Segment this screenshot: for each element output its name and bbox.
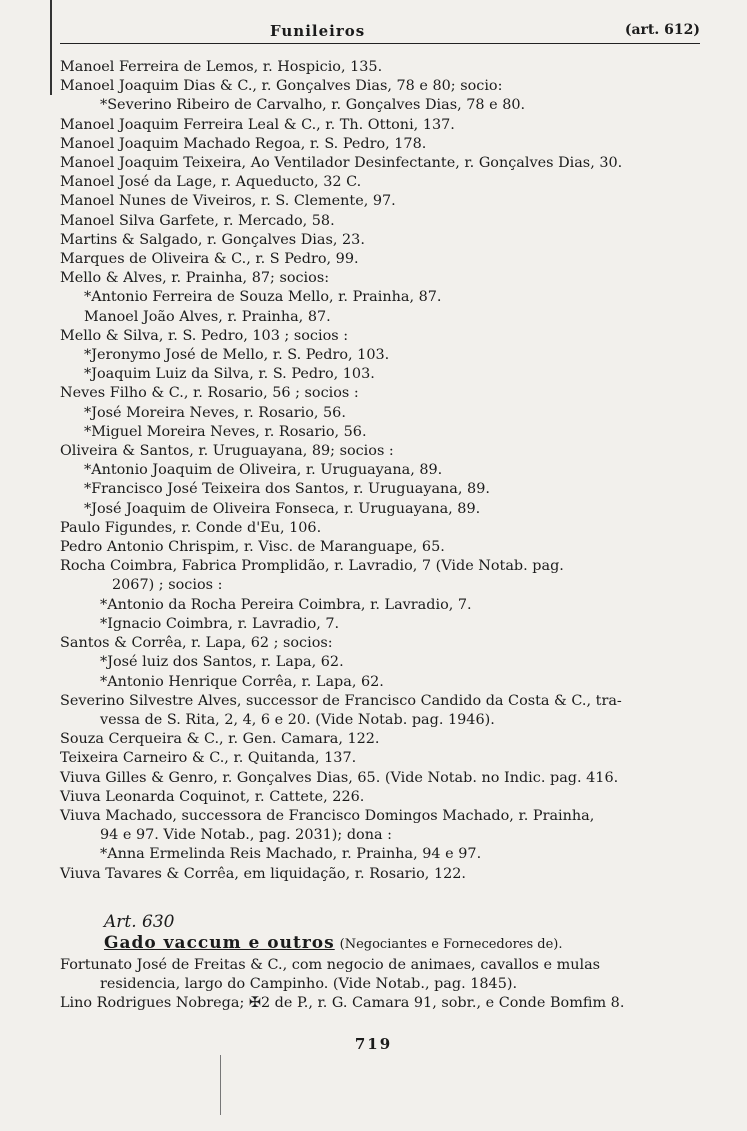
entry-line: *Antonio Joaquim de Oliveira, r. Uruguayana, 89. — [84, 462, 443, 479]
entry-line: *Joaquim Luiz da Silva, r. S. Pedro, 103. — [84, 366, 375, 383]
entry-line: Manoel Joaquim Dias & C., r. Gonçalves Dias, 78 e 80; socio: — [60, 78, 503, 95]
entry-line: Mello & Silva, r. S. Pedro, 103 ; socios : — [60, 327, 349, 344]
section-spacer — [60, 884, 700, 912]
header-title: Funileiros — [270, 22, 366, 40]
entry-line: Viuva Tavares & Corrêa, em liquidação, r. Rosario, 122. — [60, 865, 466, 882]
entry-line: *Antonio Henrique Corrêa, r. Lapa, 62. — [100, 673, 384, 690]
entry-line: Manoel Nunes de Viveiros, r. S. Clemente, 97. — [60, 193, 396, 210]
entry-line: Paulo Figundes, r. Conde d'Eu, 106. — [60, 519, 322, 536]
section-number: Art. 630 — [104, 911, 175, 932]
entry-line: Mello & Alves, r. Prainha, 87; socios: — [60, 270, 330, 287]
header-article: (art. 612) — [624, 22, 700, 38]
entry-line: Manoel Joaquim Machado Regoa, r. S. Pedro, 178. — [60, 135, 427, 152]
entry-line: 2067) ; socios : — [112, 577, 223, 594]
section-heading — [60, 932, 700, 956]
entry-line: *Severino Ribeiro de Carvalho, r. Gonçalves Dias, 78 e 80. — [100, 97, 526, 114]
entry-line: Manoel Ferreira de Lemos, r. Hospicio, 135. — [60, 59, 383, 75]
header-rule — [60, 43, 700, 44]
entry-line: Rocha Coimbra, Fabrica Promplidão, r. Lavradio, 7 (Vide Notab. pag. — [60, 558, 564, 575]
entry-line: Viuva Gilles & Genro, r. Gonçalves Dias, 65. (Vide Notab. no Indic. pag. 416. — [60, 769, 619, 786]
entry-line: Manoel José da Lage, r. Aqueducto, 32 C. — [60, 174, 362, 191]
page-number: 719 — [354, 1035, 393, 1053]
entry-line: Santos & Corrêa, r. Lapa, 62 ; socios: — [60, 635, 333, 652]
entry-line: *Anna Ermelinda Reis Machado, r. Prainha, 94 e 97. — [100, 846, 482, 863]
entry-line: Oliveira & Santos, r. Uruguayana, 89; socios : — [60, 443, 394, 460]
entry-line: Lino Rodrigues Nobrega; ✠2 de P., r. G. Camara 91, sobr., e Conde Bomfim 8. — [60, 995, 625, 1012]
entry-line: Souza Cerqueira & C., r. Gen. Camara, 122. — [60, 731, 380, 748]
entry-line: *Jeronymo José de Mello, r. S. Pedro, 103. — [84, 347, 390, 364]
entry-line: *José Moreira Neves, r. Rosario, 56. — [84, 404, 346, 421]
entry-line: *Antonio Ferreira de Souza Mello, r. Prainha, 87. — [84, 289, 442, 306]
entry-line: vessa de S. Rita, 2, 4, 6 e 20. (Vide Notab. pag. 1946). — [100, 711, 495, 728]
section-entry-list — [60, 956, 700, 1014]
entry-line: Manoel Joaquim Ferreira Leal & C., r. Th. Ottoni, 137. — [60, 116, 455, 133]
ink-mark — [220, 1055, 221, 1115]
entry-line: Manoel Joaquim Teixeira, Ao Ventilador Desinfectante, r. Gonçalves Dias, 30. — [60, 155, 623, 172]
entry-list — [60, 58, 700, 884]
entry-line: Teixeira Carneiro & C., r. Quitanda, 137. — [60, 750, 357, 767]
entry-line: *Miguel Moreira Neves, r. Rosario, 56. — [84, 423, 367, 440]
page-header — [60, 22, 700, 46]
entry-line: Manoel Silva Garfete, r. Mercado, 58. — [60, 212, 335, 229]
entry-line: *Francisco José Teixeira dos Santos, r. Uruguayana, 89. — [84, 481, 490, 498]
entry-line: Marques de Oliveira & C., r. S Pedro, 99. — [60, 251, 359, 268]
entry-line: Fortunato José de Freitas & C., com negocio de animaes, cavallos e mulas — [60, 956, 601, 973]
document-body — [60, 58, 700, 1013]
entry-line: *Ignacio Coimbra, r. Lavradio, 7. — [100, 615, 340, 632]
entry-line: Viuva Leonarda Coquinot, r. Cattete, 226. — [60, 788, 365, 805]
entry-line: *José luiz dos Santos, r. Lapa, 62. — [100, 654, 344, 671]
entry-line: Manoel João Alves, r. Prainha, 87. — [84, 308, 331, 325]
margin-rule — [50, 0, 52, 95]
entry-line: Severino Silvestre Alves, successor de Francisco Candido da Costa & C., tra- — [60, 692, 622, 709]
entry-line: Martins & Salgado, r. Gonçalves Dias, 23. — [60, 231, 365, 248]
section-subtitle: (Negociantes e Fornecedores de). — [339, 936, 563, 952]
entry-line: *Antonio da Rocha Pereira Coimbra, r. Lavradio, 7. — [100, 596, 472, 613]
entry-line: residencia, largo do Campinho. (Vide Notab., pag. 1845). — [100, 975, 518, 992]
entry-line: 94 e 97. Vide Notab., pag. 2031); dona : — [100, 827, 392, 844]
entry-line: Neves Filho & C., r. Rosario, 56 ; socios : — [60, 385, 359, 402]
entry-line: Pedro Antonio Chrispim, r. Visc. de Maranguape, 65. — [60, 539, 445, 556]
entry-line: *José Joaquim de Oliveira Fonseca, r. Uruguayana, 89. — [84, 500, 481, 517]
section-title: Gado vaccum e outros — [104, 932, 335, 953]
entry-line: Viuva Machado, successora de Francisco Domingos Machado, r. Prainha, — [60, 807, 595, 824]
